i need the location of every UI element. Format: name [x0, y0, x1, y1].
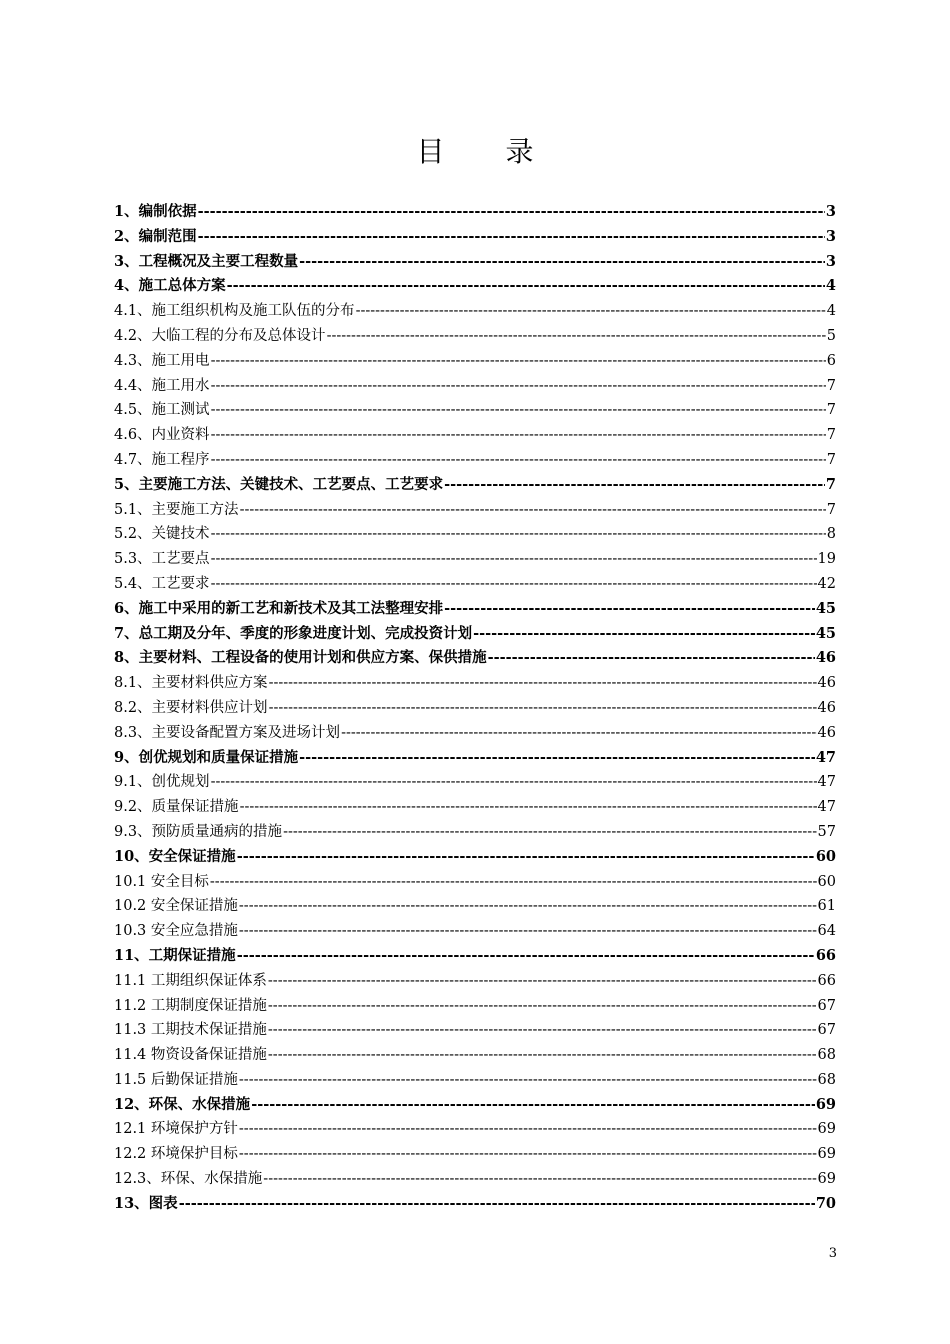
toc-entry-title: 11.1 工期组织保证体系: [114, 972, 267, 989]
toc-dot-leader: [268, 1043, 817, 1068]
toc-dot-leader: [239, 894, 817, 919]
toc-entry-page: 4: [826, 303, 836, 320]
toc-entry-page: 6: [826, 352, 836, 369]
toc-dot-leader: [237, 845, 815, 870]
toc-entry-page: 19: [817, 551, 836, 568]
toc-entry-page: 60: [817, 873, 836, 890]
toc-chapter-entry[interactable]: [114, 597, 836, 622]
toc-section-entry[interactable]: [114, 423, 836, 448]
toc-entry-page: 45: [815, 624, 836, 642]
toc-entry-title: 9.1、创优规划: [114, 774, 210, 791]
toc-entry-page: 7: [826, 451, 836, 468]
toc-entry-title: 12、环保、水保措施: [114, 1095, 251, 1113]
toc-entry-title: 2、编制范围: [114, 227, 197, 245]
toc-section-entry[interactable]: [114, 299, 836, 324]
toc-entry-title: 8.1、主要材料供应方案: [114, 675, 268, 692]
toc-dot-leader: [473, 622, 815, 647]
toc-dot-leader: [239, 919, 817, 944]
toc-section-entry[interactable]: [114, 374, 836, 399]
toc-entry-title: 5.4、工艺要求: [114, 575, 210, 592]
toc-entry-page: 67: [817, 997, 836, 1014]
toc-dot-leader: [211, 547, 817, 572]
toc-dot-leader: [198, 200, 825, 225]
toc-entry-title: 4、施工总体方案: [114, 277, 226, 295]
toc-chapter-entry[interactable]: [114, 622, 836, 647]
toc-dot-leader: [444, 473, 825, 498]
toc-dot-leader: [356, 299, 826, 324]
toc-entry-title: 11.4 物资设备保证措施: [114, 1047, 267, 1064]
toc-entry-title: 7、总工期及分年、季度的形象进度计划、完成投资计划: [114, 624, 473, 642]
toc-section-entry[interactable]: [114, 820, 836, 845]
toc-section-entry[interactable]: [114, 919, 836, 944]
toc-chapter-entry[interactable]: [114, 250, 836, 275]
toc-dot-leader: [269, 671, 817, 696]
toc-chapter-entry[interactable]: [114, 1192, 836, 1217]
toc-section-entry[interactable]: [114, 1142, 836, 1167]
toc-dot-leader: [283, 820, 816, 845]
toc-entry-page: 46: [815, 649, 836, 667]
toc-entry-page: 3: [825, 252, 836, 270]
toc-section-entry[interactable]: [114, 522, 836, 547]
toc-entry-title: 8.2、主要材料供应计划: [114, 699, 268, 716]
toc-entry-title: 4.1、施工组织机构及施工队伍的分布: [114, 303, 355, 320]
toc-dot-leader: [239, 1117, 817, 1142]
toc-entry-title: 5.3、工艺要点: [114, 551, 210, 568]
toc-entry-page: 7: [825, 475, 836, 493]
toc-dot-leader: [227, 274, 825, 299]
toc-chapter-entry[interactable]: [114, 1093, 836, 1118]
toc-entry-page: 47: [815, 748, 836, 766]
toc-title: 目 录: [416, 135, 560, 168]
toc-entry-page: 46: [817, 699, 836, 716]
toc-dot-leader: [211, 770, 817, 795]
toc-entry-page: 69: [817, 1171, 836, 1188]
toc-dot-leader: [179, 1192, 815, 1217]
toc-entry-title: 12.2 环境保护目标: [114, 1146, 238, 1163]
toc-dot-leader: [268, 994, 817, 1019]
toc-entry-title: 12.3、环保、水保措施: [114, 1171, 263, 1188]
toc-chapter-entry[interactable]: [114, 200, 836, 225]
toc-entry-title: 4.5、施工测试: [114, 402, 210, 419]
toc-entry-page: 7: [826, 427, 836, 444]
toc-dot-leader: [240, 498, 826, 523]
toc-entry-title: 3、工程概况及主要工程数量: [114, 252, 299, 270]
toc-entry-page: 66: [815, 946, 836, 964]
toc-entry-page: 46: [817, 724, 836, 741]
toc-section-entry[interactable]: [114, 572, 836, 597]
toc-dot-leader: [268, 969, 817, 994]
toc-entry-title: 11.5 后勤保证措施: [114, 1071, 238, 1088]
toc-entry-page: 47: [817, 774, 836, 791]
toc-entry-page: 61: [817, 898, 836, 915]
toc-entry-page: 64: [817, 923, 836, 940]
toc-entry-page: 8: [826, 526, 836, 543]
toc-entry-title: 12.1 环境保护方针: [114, 1121, 238, 1138]
toc-dot-leader: [444, 597, 815, 622]
toc-dot-leader: [268, 1018, 817, 1043]
toc-entry-title: 10、安全保证措施: [114, 847, 236, 865]
toc-section-entry[interactable]: [114, 994, 836, 1019]
toc-dot-leader: [269, 696, 817, 721]
toc-entry-page: 45: [815, 599, 836, 617]
toc-dot-leader: [211, 349, 826, 374]
toc-entry-title: 4.6、内业资料: [114, 427, 210, 444]
toc-chapter-entry[interactable]: [114, 646, 836, 671]
toc-section-entry[interactable]: [114, 795, 836, 820]
toc-dot-leader: [211, 572, 817, 597]
toc-section-entry[interactable]: [114, 1018, 836, 1043]
toc-section-entry[interactable]: [114, 1043, 836, 1068]
toc-dot-leader: [240, 795, 817, 820]
toc-dot-leader: [211, 398, 826, 423]
toc-entry-title: 13、图表: [114, 1194, 178, 1212]
toc-entry-title: 11、工期保证措施: [114, 946, 236, 964]
toc-section-entry[interactable]: [114, 448, 836, 473]
toc-entry-title: 6、施工中采用的新工艺和新技术及其工法整理安排: [114, 599, 444, 617]
toc-dot-leader: [327, 324, 826, 349]
toc-entry-page: 5: [826, 327, 836, 344]
toc-entry-title: 8.3、主要设备配置方案及进场计划: [114, 724, 341, 741]
toc-entry-page: 70: [815, 1194, 836, 1212]
toc-entry-title: 4.4、施工用水: [114, 377, 210, 394]
toc-dot-leader: [211, 522, 826, 547]
toc-entry-page: 3: [825, 203, 836, 220]
toc-entry-page: 60: [815, 847, 836, 865]
toc-entry-title: 1、编制依据: [114, 203, 197, 220]
toc-dot-leader: [198, 225, 825, 250]
toc-dot-leader: [299, 746, 815, 771]
toc-dot-leader: [239, 1068, 817, 1093]
toc-entry-page: 47: [817, 799, 836, 816]
toc-section-entry[interactable]: [114, 721, 836, 746]
toc-entry-title: 4.7、施工程序: [114, 451, 210, 468]
toc-entry-title: 9、创优规划和质量保证措施: [114, 748, 299, 766]
page-number: 3: [828, 1246, 837, 1261]
toc-dot-leader: [341, 721, 816, 746]
toc-chapter-entry[interactable]: [114, 473, 836, 498]
toc-entry-title: 4.3、施工用电: [114, 352, 210, 369]
toc-entry-page: 7: [826, 402, 836, 419]
toc-chapter-entry[interactable]: [114, 845, 836, 870]
toc-chapter-entry[interactable]: [114, 274, 836, 299]
table-of-contents: [114, 200, 836, 1217]
toc-entry-title: 5.2、关键技术: [114, 526, 210, 543]
toc-entry-page: 3: [825, 227, 836, 245]
toc-section-entry[interactable]: [114, 1167, 836, 1192]
toc-chapter-entry[interactable]: [114, 944, 836, 969]
toc-entry-page: 46: [817, 675, 836, 692]
toc-entry-title: 5、主要施工方法、关键技术、工艺要点、工艺要求: [114, 475, 444, 493]
toc-dot-leader: [251, 1093, 815, 1118]
toc-section-entry[interactable]: [114, 349, 836, 374]
toc-chapter-entry[interactable]: [114, 746, 836, 771]
toc-section-entry[interactable]: [114, 671, 836, 696]
toc-dot-leader: [488, 646, 815, 671]
toc-section-entry[interactable]: [114, 870, 836, 895]
toc-section-entry[interactable]: [114, 1117, 836, 1142]
toc-entry-page: 4: [825, 277, 836, 295]
toc-entry-title: 10.2 安全保证措施: [114, 898, 238, 915]
toc-entry-page: 69: [817, 1146, 836, 1163]
toc-dot-leader: [211, 374, 826, 399]
toc-section-entry[interactable]: [114, 398, 836, 423]
toc-entry-title: 4.2、大临工程的分布及总体设计: [114, 327, 326, 344]
toc-dot-leader: [239, 1142, 817, 1167]
toc-section-entry[interactable]: [114, 969, 836, 994]
toc-section-entry[interactable]: [114, 770, 836, 795]
toc-section-entry[interactable]: [114, 324, 836, 349]
toc-entry-title: 10.1 安全目标: [114, 873, 209, 890]
toc-entry-title: 9.2、质量保证措施: [114, 799, 239, 816]
toc-dot-leader: [210, 870, 817, 895]
toc-dot-leader: [211, 448, 826, 473]
toc-entry-title: 9.3、预防质量通病的措施: [114, 823, 283, 840]
toc-entry-page: 7: [826, 501, 836, 518]
toc-entry-title: 10.3 安全应急措施: [114, 923, 238, 940]
toc-entry-title: 8、主要材料、工程设备的使用计划和供应方案、保供措施: [114, 649, 487, 667]
toc-dot-leader: [299, 250, 825, 275]
toc-section-entry[interactable]: [114, 1068, 836, 1093]
toc-dot-leader: [211, 423, 826, 448]
toc-entry-page: 42: [817, 575, 836, 592]
toc-entry-page: 57: [817, 823, 836, 840]
toc-entry-title: 11.2 工期制度保证措施: [114, 997, 267, 1014]
toc-entry-page: 68: [817, 1047, 836, 1064]
toc-section-entry[interactable]: [114, 894, 836, 919]
toc-entry-page: 69: [815, 1095, 836, 1113]
toc-dot-leader: [263, 1167, 816, 1192]
toc-entry-page: 7: [826, 377, 836, 394]
toc-entry-page: 69: [817, 1121, 836, 1138]
toc-section-entry[interactable]: [114, 547, 836, 572]
toc-entry-page: 66: [817, 972, 836, 989]
toc-entry-page: 68: [817, 1071, 836, 1088]
toc-entry-page: 67: [817, 1022, 836, 1039]
toc-section-entry[interactable]: [114, 498, 836, 523]
toc-dot-leader: [237, 944, 815, 969]
toc-entry-title: 11.3 工期技术保证措施: [114, 1022, 267, 1039]
toc-chapter-entry[interactable]: [114, 225, 836, 250]
toc-section-entry[interactable]: [114, 696, 836, 721]
toc-entry-title: 5.1、主要施工方法: [114, 501, 239, 518]
